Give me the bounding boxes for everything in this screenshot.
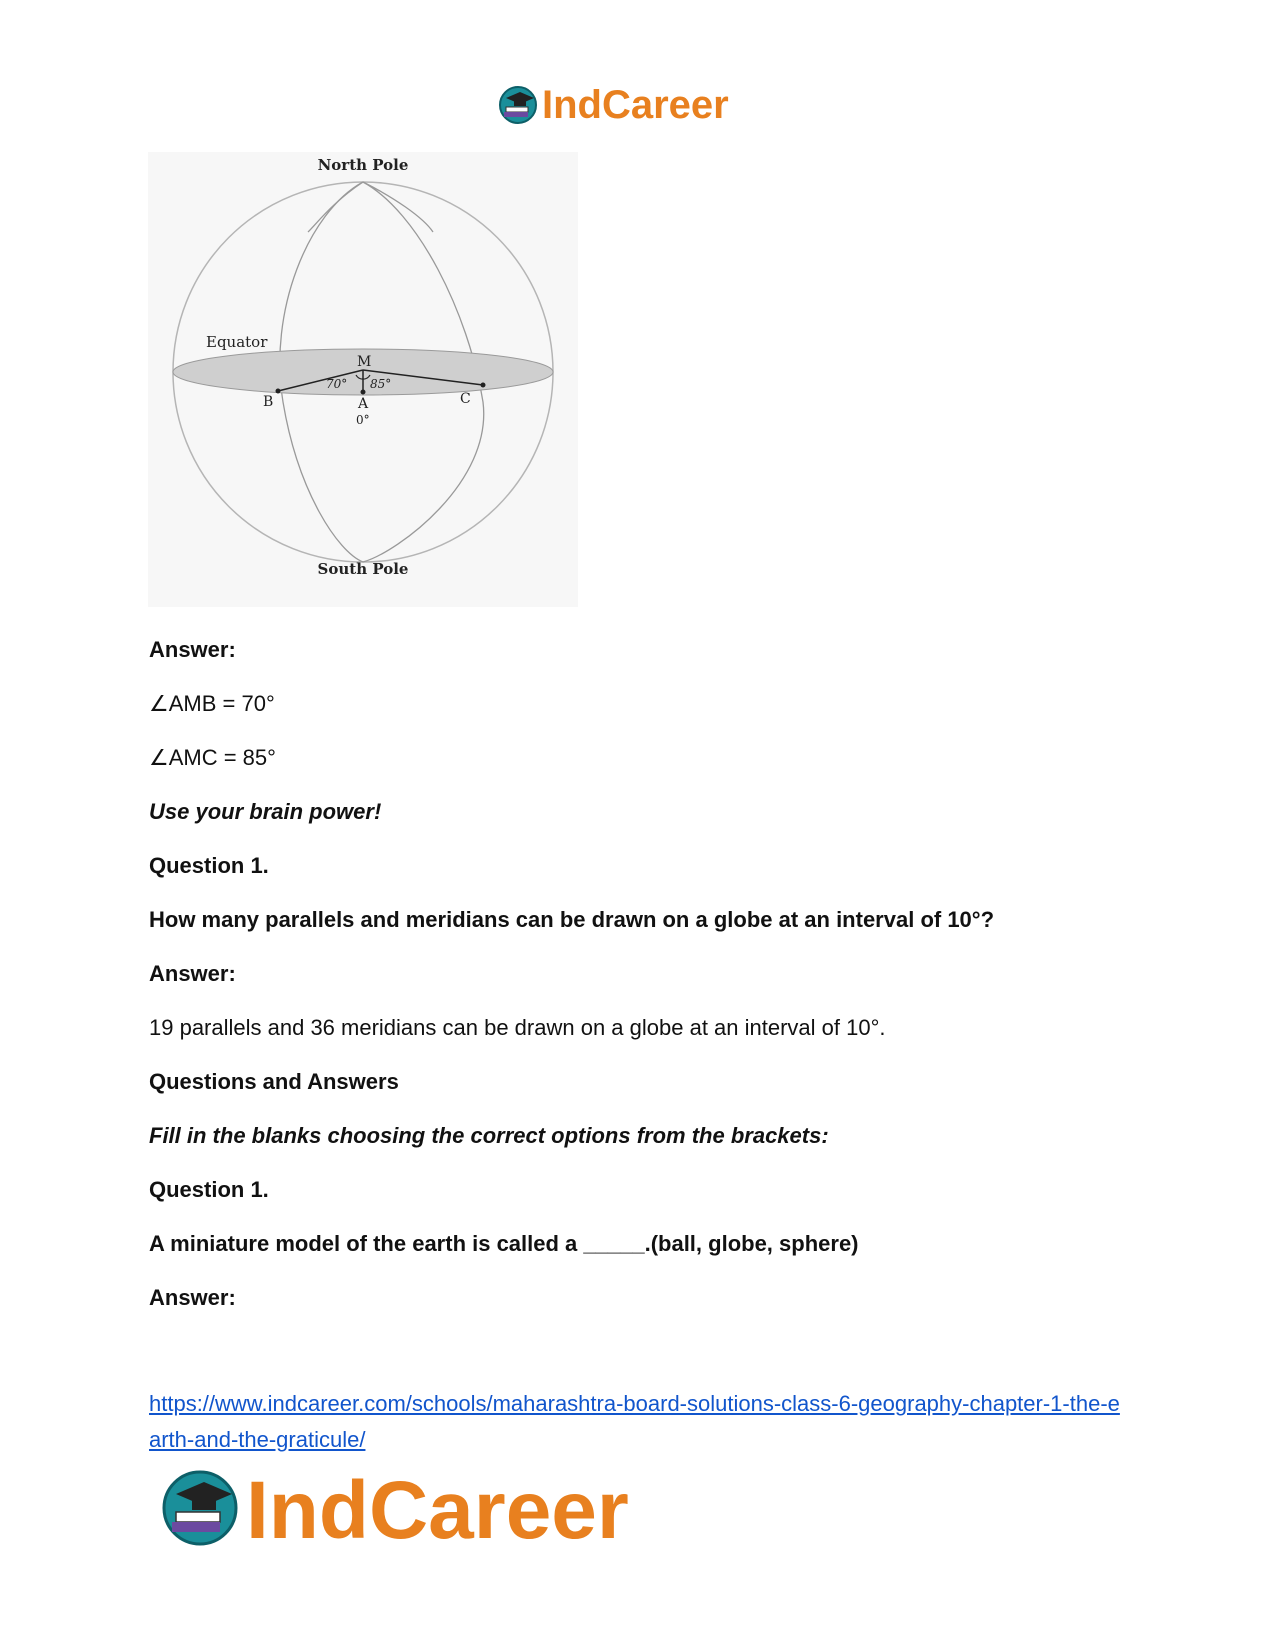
question-label: Question 1. — [149, 1177, 269, 1202]
label-south-pole: South Pole — [317, 560, 409, 578]
graduation-cap-books-icon — [164, 1472, 236, 1544]
point-a — [361, 390, 366, 395]
answer-angle-amc: ∠AMC = 85° — [149, 745, 276, 770]
answer-label: Answer: — [149, 1285, 236, 1310]
source-link[interactable]: https://www.indcareer.com/schools/maharashtra-board-solutions-class-6-geography-chapter-1-the-earth-and-the-graticule/ — [149, 1391, 1120, 1452]
label-angle-amb: 70° — [326, 377, 348, 391]
label-zero-deg: 0° — [356, 413, 370, 427]
qa-heading: Questions and Answers — [149, 1069, 399, 1094]
indcareer-logo-top — [498, 80, 768, 128]
graduation-cap-books-icon — [500, 87, 536, 123]
fill-blanks-heading: Fill in the blanks choosing the correct options from the brackets: — [149, 1123, 829, 1148]
answer-angle-amb: ∠AMB = 70° — [149, 691, 275, 716]
logo-text: IndCareer — [542, 83, 729, 127]
label-north-pole: North Pole — [317, 156, 409, 174]
indcareer-logo-bottom — [160, 1462, 700, 1552]
answer-text: 19 parallels and 36 meridians can be drawn on a globe at an interval of 10°. — [149, 1015, 886, 1040]
label-angle-amc: 85° — [370, 377, 392, 391]
question-label: Question 1. — [149, 853, 269, 878]
point-b — [276, 389, 281, 394]
answer-label: Answer: — [149, 637, 236, 662]
logo-text: IndCareer — [246, 1465, 629, 1552]
brain-power-heading: Use your brain power! — [149, 799, 382, 824]
question-text: How many parallels and meridians can be drawn on a globe at an interval of 10°? — [149, 907, 995, 932]
label-equator: Equator — [206, 333, 268, 351]
label-m: M — [357, 354, 372, 370]
answer-label: Answer: — [149, 961, 236, 986]
globe-diagram — [148, 152, 578, 607]
question-text: A miniature model of the earth is called a _____.(ball, globe, sphere) — [149, 1231, 859, 1256]
label-a: A — [358, 396, 369, 412]
point-c — [481, 383, 486, 388]
label-c: C — [460, 391, 471, 407]
label-b: B — [263, 394, 274, 410]
